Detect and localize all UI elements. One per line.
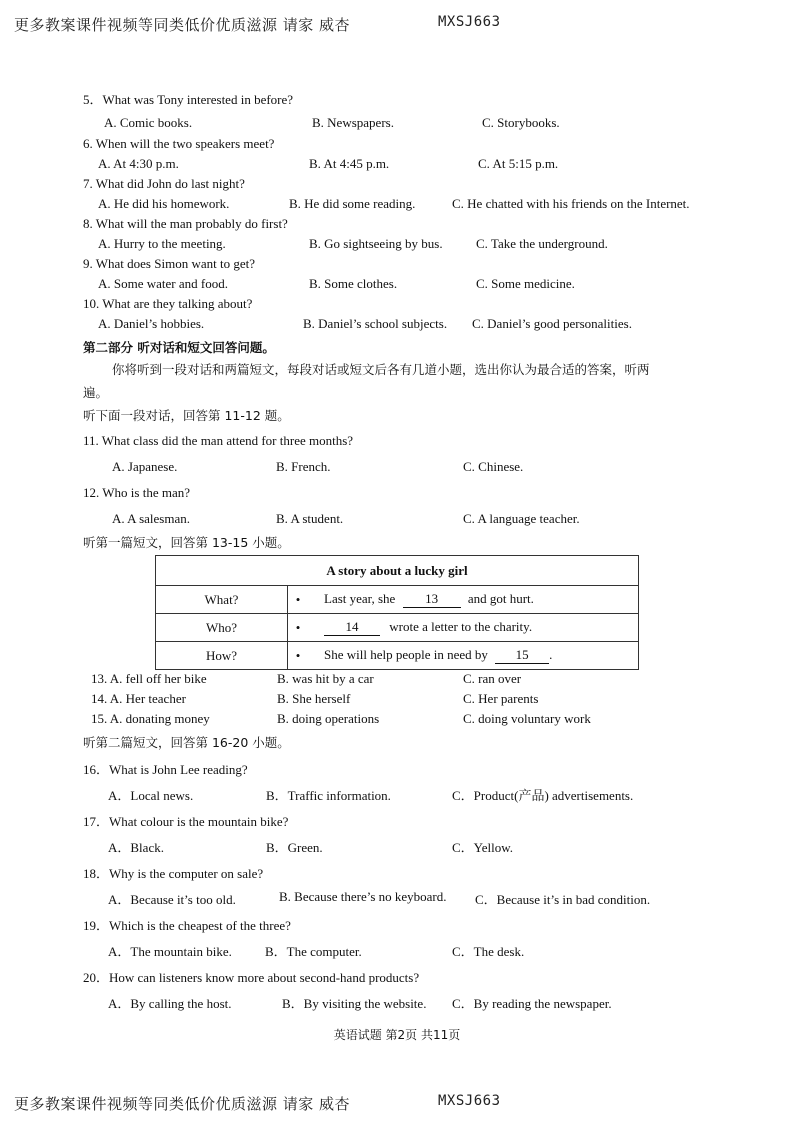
option-a: A．Because it’s too old. bbox=[108, 892, 236, 907]
dialogue-intro: 听下面一段对话，回答第 11-12 题。 bbox=[83, 408, 290, 423]
option-c: C．The desk. bbox=[452, 944, 525, 959]
option-c: C. Her parents bbox=[463, 691, 539, 706]
question-stem: 6. When will the two speakers meet? bbox=[83, 136, 275, 151]
section-heading: 第二部分 听对话和短文回答问题。 bbox=[83, 340, 275, 355]
option-a: A. Comic books. bbox=[104, 115, 193, 130]
option-a: 15. A. donating money bbox=[91, 711, 210, 726]
bullet: • bbox=[288, 642, 309, 670]
table-title: A story about a lucky girl bbox=[156, 556, 639, 586]
question-stem: 11. What class did the man attend for three months? bbox=[83, 433, 354, 448]
footer-banner bbox=[14, 1093, 614, 1114]
section-instruction-cont: 遍。 bbox=[83, 385, 109, 400]
row-question: How? bbox=[156, 642, 288, 670]
option-a: A．Local news. bbox=[108, 788, 194, 803]
bullet: • bbox=[288, 586, 309, 614]
option-c: C. He chatted with his friends on the Internet. bbox=[452, 196, 690, 211]
option-a: A．The mountain bike. bbox=[108, 944, 232, 959]
option-b: B．Traffic information. bbox=[266, 788, 391, 803]
option-a: A．By calling the host. bbox=[108, 996, 232, 1011]
question-stem: 5．What was Tony interested in before? bbox=[83, 92, 294, 107]
blank-14: 14 bbox=[324, 619, 380, 636]
question-stem: 8. What will the man probably do first? bbox=[83, 216, 288, 231]
option-b: B. doing operations bbox=[277, 711, 380, 726]
passage2-intro: 听第二篇短文，回答第 16-20 小题。 bbox=[83, 735, 290, 750]
question-stem: 10. What are they talking about? bbox=[83, 296, 253, 311]
banner-text: 更多教案课件视频等同类低价优质滋源 请家 威杏 bbox=[14, 16, 351, 34]
option-b: B．Green. bbox=[266, 840, 323, 855]
option-c: C．Product(产品) advertisements. bbox=[452, 788, 634, 803]
option-b: B. Some clothes. bbox=[309, 276, 398, 291]
table-row bbox=[156, 642, 639, 670]
banner-text: 更多教案课件视频等同类低价优质滋源 请家 威杏 bbox=[14, 1095, 351, 1113]
row-text-post: and got hurt. bbox=[467, 591, 534, 606]
option-c: C. Some medicine. bbox=[476, 276, 575, 291]
table-row bbox=[156, 586, 639, 614]
option-b: B. At 4:45 p.m. bbox=[309, 156, 390, 171]
option-a: 14. A. Her teacher bbox=[91, 691, 186, 706]
option-b: B．By visiting the website. bbox=[282, 996, 427, 1011]
option-b: B. Daniel’s school subjects. bbox=[303, 316, 448, 331]
option-a: A. At 4:30 p.m. bbox=[98, 156, 179, 171]
option-b: B．The computer. bbox=[265, 944, 362, 959]
option-b: B. French. bbox=[276, 459, 331, 474]
option-b: B. Because there’s no keyboard. bbox=[279, 889, 447, 904]
row-question: Who? bbox=[156, 614, 288, 642]
row-question: What? bbox=[156, 586, 288, 614]
option-c: C. Storybooks. bbox=[482, 115, 560, 130]
option-c: C. A language teacher. bbox=[463, 511, 580, 526]
option-c: C. doing voluntary work bbox=[463, 711, 591, 726]
question-stem: 20．How can listeners know more about second-hand products? bbox=[83, 970, 420, 985]
page-footer: 英语试题 第2页 共11页 bbox=[333, 1028, 461, 1042]
question-stem: 16．What is John Lee reading? bbox=[83, 762, 248, 777]
option-b: B. Newspapers. bbox=[312, 115, 394, 130]
option-b: B. She herself bbox=[277, 691, 351, 706]
option-c: C. Chinese. bbox=[463, 459, 524, 474]
question-stem: 17．What colour is the mountain bike? bbox=[83, 814, 289, 829]
option-a: A. A salesman. bbox=[112, 511, 190, 526]
option-c: C. Daniel’s good personalities. bbox=[472, 316, 632, 331]
option-c: C．By reading the newspaper. bbox=[452, 996, 612, 1011]
row-text bbox=[308, 586, 639, 614]
option-a: 13. A. fell off her bike bbox=[91, 671, 207, 686]
row-text-pre: She will help people in need by bbox=[324, 647, 488, 662]
option-b: B. A student. bbox=[276, 511, 344, 526]
row-text-post: wrote a letter to the charity. bbox=[389, 619, 533, 634]
passage1-intro: 听第一篇短文，回答第 13-15 小题。 bbox=[83, 535, 290, 550]
question-stem: 7. What did John do last night? bbox=[83, 176, 245, 191]
row-text bbox=[308, 614, 639, 642]
row-text-post: . bbox=[549, 647, 553, 662]
question-stem: 19．Which is the cheapest of the three? bbox=[83, 918, 291, 933]
option-c: C. ran over bbox=[463, 671, 522, 686]
header-banner bbox=[14, 14, 614, 35]
table-row bbox=[156, 614, 639, 642]
story-table bbox=[155, 555, 639, 670]
option-a: A．Black. bbox=[108, 840, 164, 855]
option-a: A. Japanese. bbox=[112, 459, 178, 474]
option-a: A. He did his homework. bbox=[98, 196, 230, 211]
section-instruction: 你将听到一段对话和两篇短文，每段对话或短文后各有几道小题，选出你认为最合适的答案，听两 bbox=[112, 362, 650, 377]
option-c: C．Because it’s in bad condition. bbox=[475, 892, 651, 907]
question-stem: 9. What does Simon want to get? bbox=[83, 256, 255, 271]
option-b: B. He did some reading. bbox=[289, 196, 416, 211]
banner-code: MXSJ663 bbox=[438, 14, 501, 30]
option-a: A. Daniel’s hobbies. bbox=[98, 316, 205, 331]
question-stem: 18．Why is the computer on sale? bbox=[83, 866, 264, 881]
row-text-pre: Last year, she bbox=[324, 591, 396, 606]
option-c: C. Take the underground. bbox=[476, 236, 608, 251]
option-a: A. Some water and food. bbox=[98, 276, 228, 291]
option-c: C. At 5:15 p.m. bbox=[478, 156, 559, 171]
row-text bbox=[308, 642, 639, 670]
bullet: • bbox=[288, 614, 309, 642]
option-c: C．Yellow. bbox=[452, 840, 514, 855]
banner-code: MXSJ663 bbox=[438, 1093, 501, 1109]
option-b: B. Go sightseeing by bus. bbox=[309, 236, 443, 251]
question-stem: 12. Who is the man? bbox=[83, 485, 190, 500]
option-b: B. was hit by a car bbox=[277, 671, 374, 686]
blank-13: 13 bbox=[403, 591, 461, 608]
option-a: A. Hurry to the meeting. bbox=[98, 236, 226, 251]
blank-15: 15 bbox=[495, 647, 549, 664]
